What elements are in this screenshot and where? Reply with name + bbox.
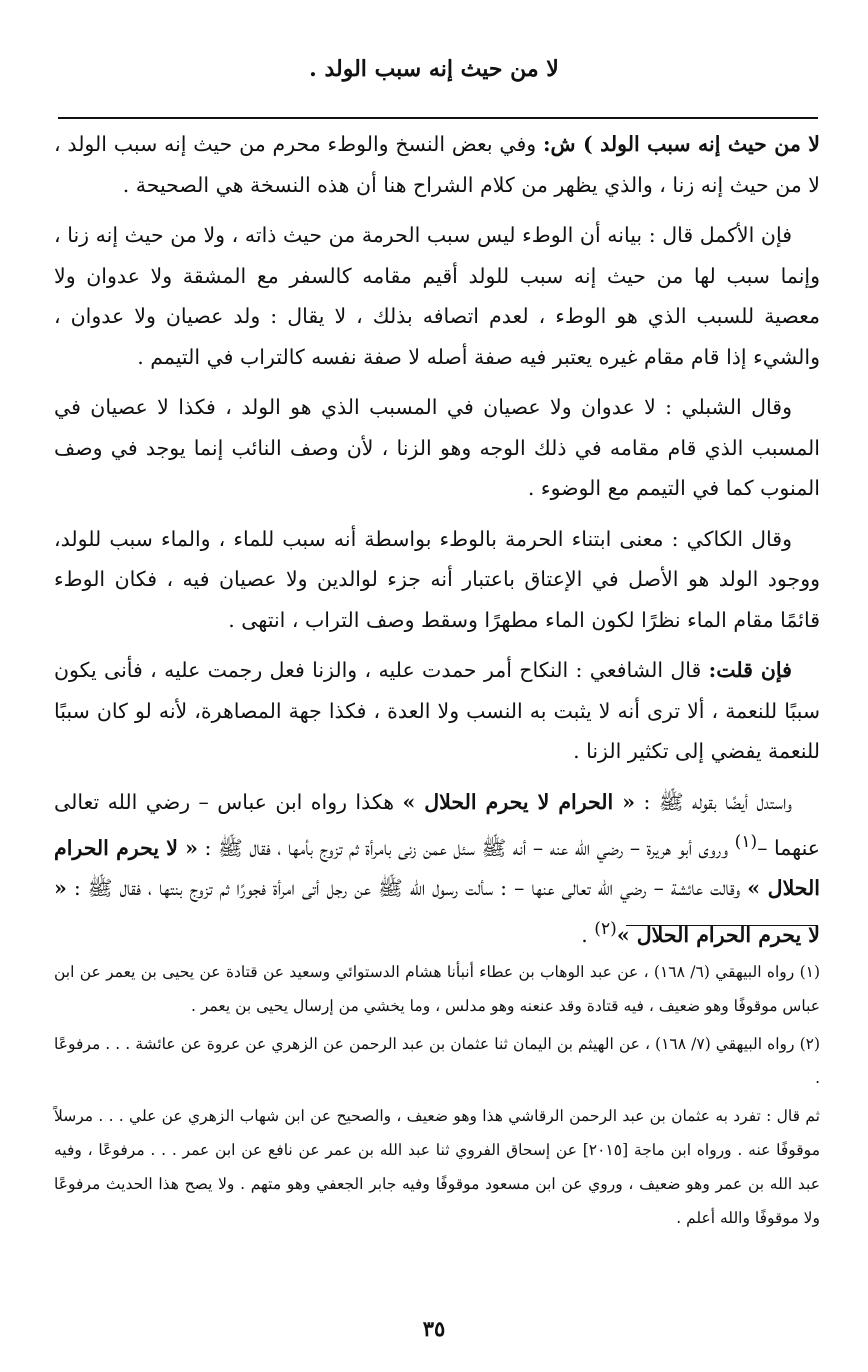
page-number: ٣٥	[422, 1316, 446, 1341]
main-text	[54, 124, 820, 965]
hadith-quote: « الحرام لا يحرم الحلال »	[402, 789, 636, 814]
footnote-2-continued: ثم قال : تفرد به عثمان بن عبد الرحمن الرقاشي هذا وهو ضعيف ، والصحيح عن ابن شهاب الزهري عن علي . . . مرسلاً موقوفًا عنه . ورواه ابن ماجة [٢٠١٥] عن إسحاق الفروي ثنا عبد الله بن عمر عن نافع عن ابن عمر . . . مرفوعًا ، وفيه عبد الله بن عمر وهو ضعيف ، وروي عن ابن مسعود موقوفًا وفيه جابر الجعفي وهو متهم . ولا يصح هذا الحديث مرفوعًا ولا موقوفًا والله أعلم .	[54, 1107, 820, 1227]
paragraph-shibli	[54, 387, 820, 509]
header-title: لا من حيث إنه سبب الولد .	[309, 56, 559, 82]
text-segment: وقالت عائشة – رضي الله تعالى عنها – : سألت رسول الله ﷺ عن رجل أتى امرأة فجورًا ثم تزوج بنتها ، فقال ﷺ :	[66, 876, 748, 901]
hadith-quote: « لا يحرم الحرام الحلال »	[54, 835, 820, 901]
footnote-marker[interactable]: (٢)	[594, 918, 617, 939]
text-segment: .	[581, 922, 595, 947]
paragraph-evidence	[54, 782, 820, 956]
text-segment: هكذا رواه ابن عباس – رضي الله تعالى عنهما –	[54, 789, 821, 860]
paragraph-text: وقال الكاكي : معنى ابتناء الحرمة بالوطء بواسطة أنه سبب للماء ، والماء سبب للولد، ووجود الولد هو الأصل في الإعتاق باعتبار أنه جزء لوالدين ولا عصيان فيه ، فكان الوطء قائمًا مقام الماء نظرًا لكون الماء مطهرًا وسقط وصف التراب ، انتهى .	[54, 526, 820, 632]
page-header	[56, 56, 812, 82]
header-divider	[58, 117, 818, 119]
footnote-2: (٢) رواه البيهقي (٧/ ١٦٨) ، عن الهيثم بن اليمان ثنا عثمان بن عبد الرحمن عن الزهري عن عروة عن عائشة . . . مرفوعًا .	[54, 1035, 821, 1087]
objection-lead: فإن قلت:	[708, 658, 792, 682]
text-segment: واستدل أيضًا بقوله ﷺ :	[635, 789, 793, 814]
paragraph-text: قال الشافعي : النكاح أمر حمدت عليه ، والزنا فعل رجمت عليه ، فأنى يكون سببًا للنعمة ، ألا ترى أنه لا يثبت به النسب ولا العدة ، فكذا جهة المصاهرة، لأنه لو كان سببًا للنعمة يفضي إلى تكثير الزنا .	[54, 658, 820, 763]
paragraph-text: وفي بعض النسخ والوطء محرم من حيث إنه سبب الولد ، لا من حيث إنه زنا ، والذي يظهر من كلام الشراح هنا أن هذه النسخة هي الصحيحة .	[54, 132, 820, 197]
paragraph-text: فإن الأكمل قال : بيانه أن الوطء ليس سبب الحرمة من حيث ذاته ، ولا من حيث إنه زنا ، وإنما سبب لها من حيث إنه سبب للولد أقيم مقامه كالسفر مع المشقة ولا عدوان ولا معصية للسبب الذي هو الوطء ، لعدم اتصافه بذلك ، لا يقال : ولد عصيان ولا عدوان ، والشيء إذا قام مقام غيره يعتبر فيه صفة أصله لا صفة نفسه كالتراب في التيمم .	[54, 223, 820, 369]
paragraph-text: وقال الشبلي : لا عدوان ولا عصيان في المسبب الذي هو الولد ، فكذا لا عصيان في المسبب الذي قام مقامه في ذلك الوجه وهو الزنا ، لأن وصف النائب إنما يوجد في وصف المنوب كما في التيمم مع الوضوء .	[54, 395, 820, 500]
footnote-marker[interactable]: (١)	[734, 832, 758, 852]
paragraph-commentary-1	[54, 124, 820, 205]
footnote-divider	[626, 925, 818, 926]
lemma: لا من حيث إنه سبب الولد ) ش:	[542, 132, 820, 156]
text-segment: وروى أبو هريرة – رضي الله عنه – أنه ﷺ سئل عمن زنى بامرأة ثم تزوج بأمها ، فقال ﷺ :	[197, 835, 735, 860]
paragraph-akmal	[54, 215, 820, 377]
footnotes	[54, 955, 820, 1239]
paragraph-kaki	[54, 519, 820, 641]
footnote-1: (١) رواه البيهقي (٦/ ١٦٨) ، عن عبد الوهاب بن عطاء أنبأنا هشام الدستوائي وسعيد عن قتادة عن يحيى بن يعمر عن ابن عباس موقوفًا وهو ضعيف ، فيه قتادة وقد عنعنه وهو مدلس ، وما يخشي من إرسال يحيى بن يعمر .	[54, 963, 821, 1015]
paragraph-objection	[54, 650, 820, 772]
hadith-quote: « لا يحرم الحرام الحلال »	[54, 876, 820, 947]
